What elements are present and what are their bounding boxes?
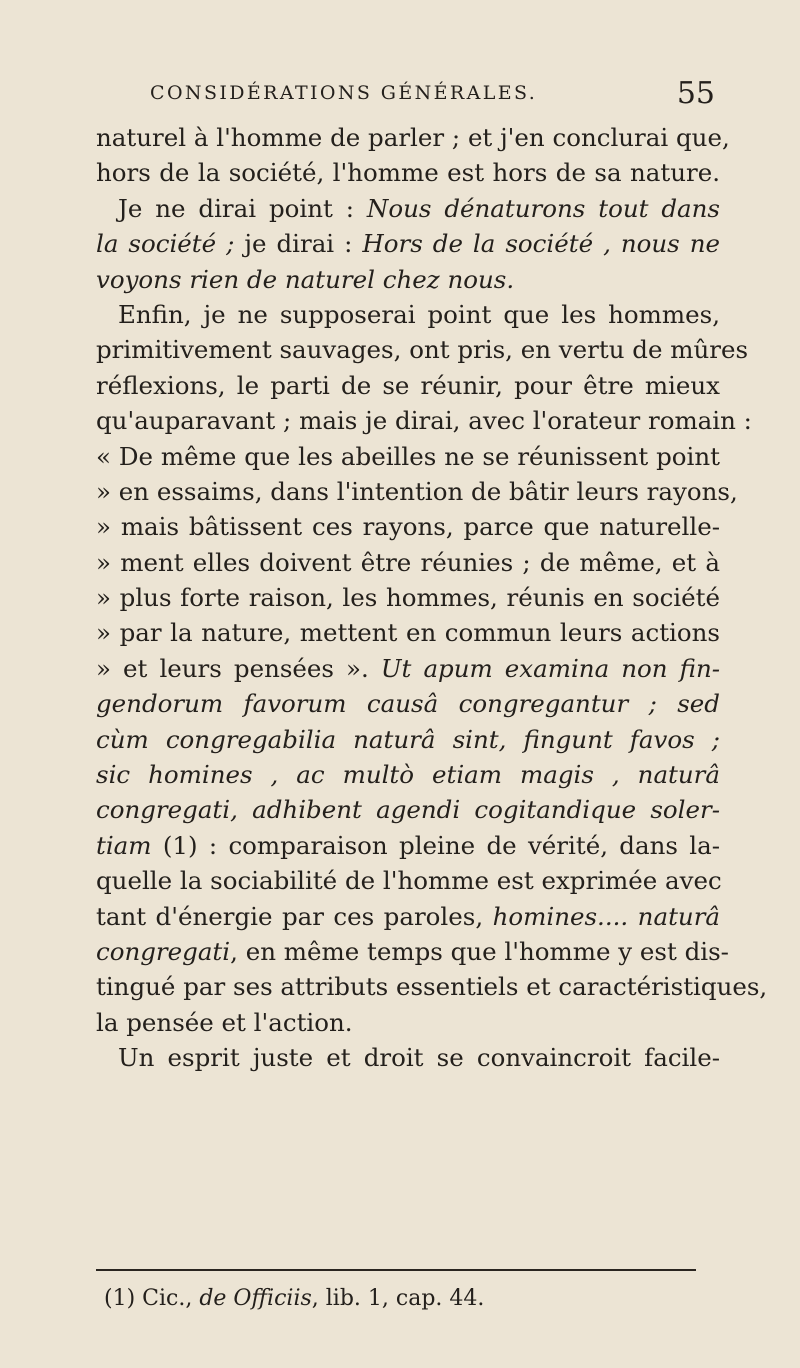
text-segment: » et leurs pensées ». <box>96 653 381 683</box>
text-segment: » par la nature, mettent en commun leurs actions <box>96 618 720 648</box>
italic-text-segment: homines.... naturâ <box>492 901 721 931</box>
italic-text-segment: cùm congregabilia naturâ sint, fingunt favos ; <box>96 724 720 754</box>
text-segment: Un esprit juste et droit se convaincroit facile- <box>118 1043 720 1073</box>
text-line <box>96 439 720 474</box>
text-line <box>96 332 749 367</box>
text-segment: quelle la sociabilité de l'homme est exprimée avec <box>96 866 722 896</box>
text-segment: » plus forte raison, les hommes, réunis en société <box>96 583 720 613</box>
text-segment: « De même que les abeilles ne se réunissent point <box>96 441 720 471</box>
body-text <box>96 120 768 1076</box>
italic-text-segment: Ut apum examina non fin- <box>380 653 721 683</box>
text-segment: (1) : comparaison pleine de vérité, dans la- <box>151 830 720 860</box>
italic-text-segment: congregati, adhibent agendi cogitandique soler- <box>96 795 720 825</box>
italic-text-segment: congregati <box>96 936 231 966</box>
text-line <box>96 474 738 509</box>
text-line <box>96 262 720 297</box>
text-line <box>96 651 720 686</box>
text-line <box>96 1005 720 1040</box>
text-line <box>96 969 768 1004</box>
text-line <box>96 899 720 934</box>
text-segment: » mais bâtissent ces rayons, parce que naturelle- <box>96 512 720 542</box>
page-header <box>150 76 715 116</box>
text-line <box>96 580 720 615</box>
text-line <box>96 368 720 403</box>
footnote <box>104 1286 484 1311</box>
text-line <box>96 226 720 261</box>
text-segment: la pensée et l'action. <box>96 1007 353 1037</box>
text-segment: » ment elles doivent être réunies ; de même, et à <box>96 547 720 577</box>
text-line <box>96 792 720 827</box>
text-line <box>96 863 720 898</box>
text-segment: tingué par ses attributs essentiels et caractéristiques, <box>96 972 768 1002</box>
text-segment: qu'auparavant ; mais je dirai, avec l'orateur romain : <box>96 406 752 436</box>
text-line <box>96 509 720 544</box>
text-line <box>96 120 730 155</box>
text-line <box>96 297 720 332</box>
text-segment: (1) Cic., <box>104 1286 200 1311</box>
text-line <box>96 757 720 792</box>
page-number: 55 <box>676 76 715 111</box>
italic-text-segment: sic homines , ac multò etiam magis , naturâ <box>96 760 720 790</box>
text-line <box>96 722 720 757</box>
text-line <box>96 191 720 226</box>
text-line <box>96 615 720 650</box>
text-segment: naturel à l'homme de parler ; et j'en conclurai que, <box>96 123 730 152</box>
text-line <box>96 155 720 190</box>
italic-text-segment: voyons rien de naturel chez nous. <box>96 264 515 294</box>
text-line <box>96 934 729 969</box>
italic-text-segment: Nous dénaturons tout dans <box>366 193 721 223</box>
text-line <box>96 828 720 863</box>
text-segment: primitivement sauvages, ont pris, en vertu de mûres <box>96 335 749 365</box>
italic-text-segment: tiam <box>96 830 152 860</box>
text-segment: réflexions, le parti de se réunir, pour être mieux <box>96 370 720 400</box>
running-head: CONSIDÉRATIONS GÉNÉRALES. <box>150 82 538 104</box>
text-segment: hors de la société, l'homme est hors de sa nature. <box>96 158 720 188</box>
footnote-rule <box>96 1269 696 1271</box>
text-segment: je dirai : <box>234 229 363 259</box>
text-segment: Enfin, je ne supposerai point que les hommes, <box>118 299 720 329</box>
italic-text-segment: de Officiis <box>199 1286 312 1311</box>
text-segment: , en même temps que l'homme y est dis- <box>230 936 729 966</box>
italic-text-segment: gendorum favorum causâ congregantur ; sed <box>96 689 720 719</box>
text-line <box>96 686 720 721</box>
text-segment: tant d'énergie par ces paroles, <box>96 901 493 931</box>
text-segment: Je ne dirai point : <box>118 193 367 223</box>
text-segment: , lib. 1, cap. 44. <box>311 1286 485 1311</box>
italic-text-segment: Hors de la société , nous ne <box>362 229 720 259</box>
text-line <box>96 403 752 438</box>
italic-text-segment: la société ; <box>96 229 235 259</box>
text-line <box>96 1040 720 1075</box>
text-line <box>96 545 720 580</box>
text-segment: » en essaims, dans l'intention de bâtir leurs rayons, <box>96 476 738 506</box>
